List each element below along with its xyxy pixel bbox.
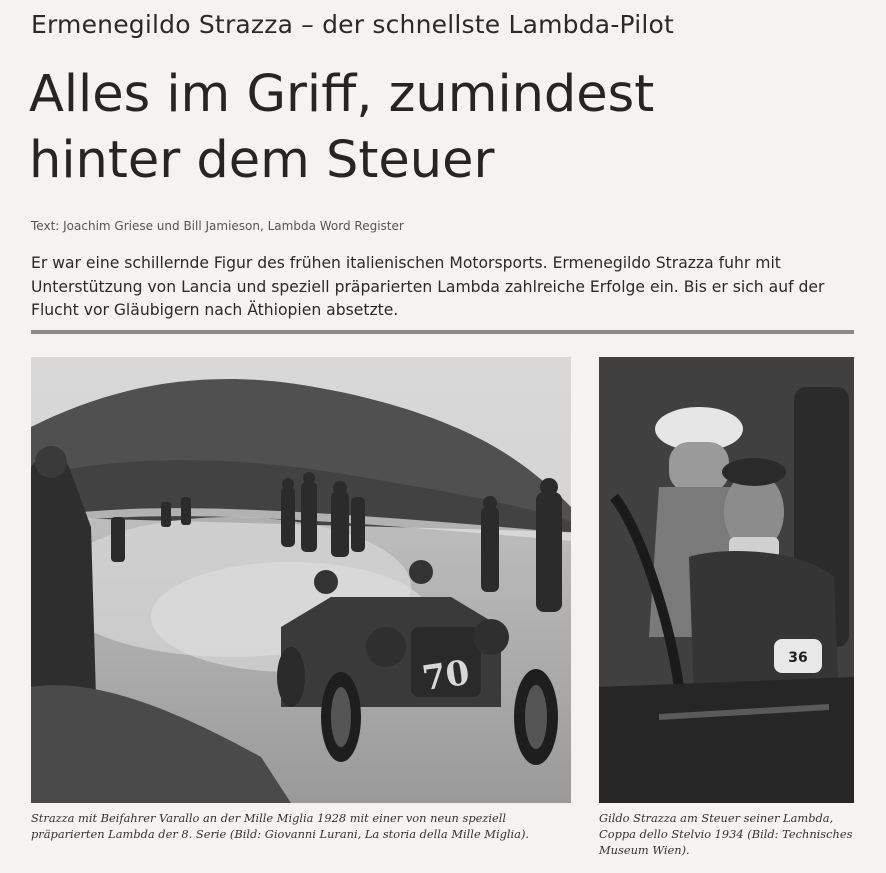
lead-paragraph: Er war eine schillernde Figur des frühen italienischen Motorsports. Ermenegildo Strazza fuhr mit Unterstützung von Lancia und speziell präparierten Lambda zahlreiche Erfolge ein. Bis er sich auf der Flucht vor Gläubigern nach Äthiopien absetzte. — [31, 254, 825, 320]
portrait-photo-caption: Gildo Strazza am Steuer seiner Lambda, Coppa dello Stelvio 1934 (Bild: Technisches Museum Wien). — [599, 811, 853, 857]
section-divider — [31, 330, 854, 334]
author-credit: Text: Joachim Griese und Bill Jamieson, Lambda Word Register — [31, 219, 404, 233]
race-photo-caption: Strazza mit Beifahrer Varallo an der Mille Miglia 1928 mit einer von neun speziell präparierten Lambda der 8. Serie (Bild: Giovanni Lurani, La storia della Mille Miglia). — [31, 811, 530, 841]
article-headline — [29, 62, 869, 194]
headline-line-2: hinter dem Steuer — [29, 131, 495, 190]
race-number: 70 — [419, 652, 473, 700]
race-photo — [31, 357, 571, 803]
headline-line-1: Alles im Griff, zumindest — [29, 65, 655, 124]
armband-number: 36 — [788, 650, 808, 666]
article-kicker: Ermenegildo Strazza – der schnellste Lambda-Pilot — [31, 10, 675, 39]
portrait-photo — [599, 357, 854, 803]
